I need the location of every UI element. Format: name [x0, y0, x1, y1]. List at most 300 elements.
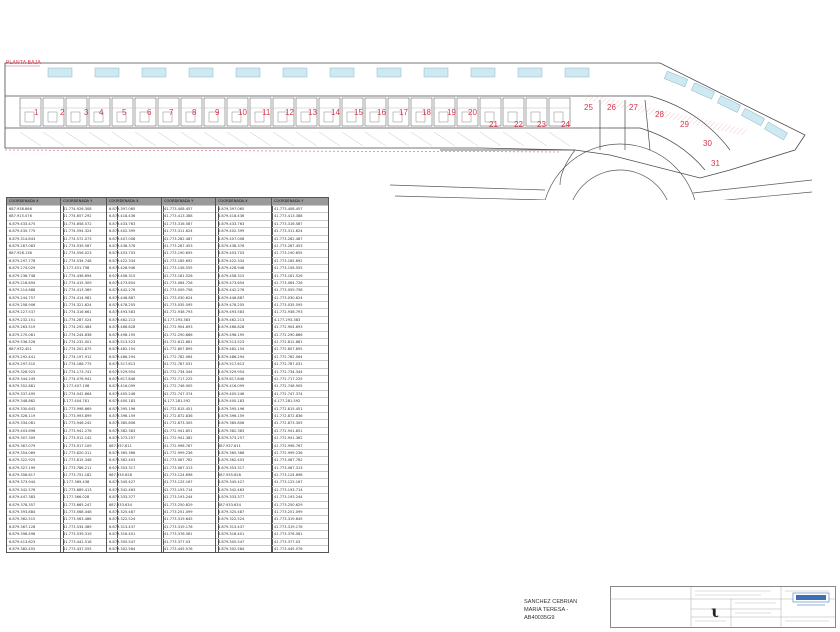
table-cell: 6.879.352.881: [7, 382, 63, 389]
table-cell: 41.774.197.912: [61, 353, 117, 360]
table-cell: 6.879.236.748: [7, 272, 63, 279]
table-cell: 41.772.734.344: [162, 368, 218, 375]
table-cell: 41.772.787.031: [162, 360, 218, 367]
unit-cell: [20, 98, 41, 146]
table-cell: 41.772.812.861: [272, 338, 328, 345]
table-cell: 41.773.319.176: [162, 523, 218, 530]
table-header: COORDENADA X: [7, 198, 63, 205]
table-cell: 41.772.746.905: [162, 382, 218, 389]
table-cell: 6.879.333.377: [216, 493, 272, 500]
table-cell: 41.772.815.451: [162, 405, 218, 412]
unit-number: 4: [99, 108, 104, 117]
table-cell: 41.773.125.167: [162, 478, 218, 485]
table-cell: 6.879.529.954: [216, 368, 272, 375]
table-cell: 41.773.408.457: [272, 205, 328, 212]
hatch-line: [733, 127, 739, 133]
table-cell: 6.879.373.944: [7, 478, 63, 485]
table-cell: 41.773.946.242: [61, 419, 117, 426]
table-cell: 6.879.466.828: [216, 323, 272, 330]
table-cell: 41.773.030.624: [162, 294, 218, 301]
table-cell: 6.879.433.763: [216, 220, 272, 227]
table-cell: 41.773.377.03: [162, 538, 218, 545]
table-cell: 6.879.402.399: [216, 227, 272, 234]
unit-cell: [342, 98, 363, 146]
table-cell: 41.772.998.767: [272, 442, 328, 449]
table-cell: 6.879.498.195: [216, 331, 272, 338]
table-cell: 41.774.572.073: [61, 235, 117, 242]
table-cell: 6.879.517.613: [216, 360, 272, 367]
table-cell: 41.772.938.793: [272, 308, 328, 315]
table-cell: 41.772.787.031: [272, 360, 328, 367]
table-cell: 6.879.446.887: [216, 294, 272, 301]
unit-number: 12: [285, 108, 294, 117]
table-cell: 41.773.445.576: [272, 545, 328, 552]
table-cell: 41.773.319.176: [272, 523, 328, 530]
table-cell: 687.938.866: [7, 205, 63, 212]
unit-cell: [457, 98, 478, 146]
table-cell: 6.879.407.008: [107, 235, 163, 242]
table-cell: 6.879.396.159: [216, 412, 272, 419]
pool: [471, 68, 495, 77]
table-cell: 41.774.415.309: [61, 279, 117, 286]
unit-number: 1: [34, 108, 39, 117]
table-cell: 6.879.478.255: [107, 301, 163, 308]
table-cell: 41.772.941.851: [162, 427, 218, 434]
table-cell: 41.772.747.374: [162, 390, 218, 397]
unit-number: 25: [584, 103, 593, 112]
table-cell: 41.773.124.698: [162, 471, 218, 478]
table-cell: 6.879.328.923: [7, 368, 63, 375]
table-cell: 41.774.232.001: [61, 338, 117, 345]
table-cell: 6.879.353.317: [216, 464, 272, 471]
table-cell: 6.879.342.576: [7, 486, 63, 493]
table-cell: 6.879.297.778: [7, 257, 63, 264]
hatch-line: [593, 96, 599, 102]
unit-cell: [319, 98, 340, 146]
table-cell: 41.773.445.576: [162, 545, 218, 552]
table-cell: 6.879.342.463: [107, 486, 163, 493]
table-cell: 6.879.398.496: [7, 530, 63, 537]
hatch-line: [741, 129, 747, 135]
company-logo: [791, 590, 831, 610]
table-cell: 6.879.367.079: [7, 442, 63, 449]
unit-number: 6: [147, 108, 152, 117]
table-cell: 41.773.251.099: [272, 508, 328, 515]
table-cell: 6.879.418.436: [216, 212, 272, 219]
table-cell: 41.772.717.225: [272, 375, 328, 382]
table-cell: 6.879.313.437: [107, 523, 163, 530]
table-cell: 6.879.416.099: [107, 382, 163, 389]
unit-number: 14: [331, 108, 340, 117]
table-cell: 6.879.447.383: [7, 493, 63, 500]
table-cell: 6.879.227.537: [7, 308, 63, 315]
table-cell: 6.879.442.276: [107, 286, 163, 293]
roundabout: [390, 144, 812, 200]
hatch-line: [725, 126, 731, 132]
unit-number: 22: [514, 120, 523, 129]
table-cell: 41.773.193.714: [272, 486, 328, 493]
table-cell: 6.879.403.696: [7, 427, 63, 434]
unit-cell: [250, 98, 271, 146]
table-cell: 41.774.556.023: [61, 249, 117, 256]
table-cell: 6.879.486.294: [216, 353, 272, 360]
signature-id: AB40035G9: [524, 615, 555, 621]
table-cell: 6.879.373.257: [107, 434, 163, 441]
unit-number: 11: [262, 108, 271, 117]
table-cell: 41.774.287.524: [61, 316, 117, 323]
coordinate-table: [271, 197, 329, 553]
hatch-line: [709, 122, 715, 128]
table-cell: 4.177.281.592: [272, 397, 328, 404]
table-cell: 41.773.413.388: [272, 212, 328, 219]
table-cell: 41.773.067.782: [272, 456, 328, 463]
table-cell: 41.773.319.645: [162, 515, 218, 522]
table-cell: 6.879.382.383: [107, 427, 163, 434]
table-cell: 41.773.030.624: [272, 294, 328, 301]
table-cell: 41.773.185.692: [272, 257, 328, 264]
table-cell: 41.773.161.526: [162, 272, 218, 279]
table-cell: 41.773.534.389: [61, 523, 117, 530]
table-cell: 6.879.337.495: [7, 390, 63, 397]
table-cell: 6.879.333.377: [107, 493, 163, 500]
table-cell: 41.773.311.624: [162, 227, 218, 234]
table-cell: 41.774.657.292: [61, 212, 117, 219]
table-cell: 41.772.904.693: [162, 323, 218, 330]
hatch-line: [729, 126, 735, 132]
table-cell: 6.879.367.128: [7, 523, 63, 530]
table-cell: 41.772.941.382: [162, 434, 218, 441]
hatch-line: [585, 94, 591, 100]
plan-title: PLANTA BAJA: [6, 60, 41, 66]
table-header: COORDENADA Y: [162, 198, 218, 205]
table-cell: 41.774.436.894: [61, 272, 117, 279]
unit-number: 26: [607, 103, 616, 112]
table-cell: 41.774.539.587: [61, 242, 117, 249]
table-cell: 41.773.689.413: [61, 486, 117, 493]
table-cell: 41.773.912.142: [61, 434, 117, 441]
table-cell: 6.879.244.757: [7, 294, 63, 301]
table-cell: 4.177.404.781: [61, 397, 117, 404]
table-cell: 41.772.998.767: [162, 442, 218, 449]
table-cell: 6.879.327.199: [7, 464, 63, 471]
table-header: COORDENADA X: [107, 198, 163, 205]
table-cell: 6.879.529.954: [107, 368, 163, 375]
table-cell: 6.879.354.069: [7, 449, 63, 456]
unit-number: 17: [399, 108, 408, 117]
table-cell: 6.879.344.249: [7, 375, 63, 382]
table-cell: 41.772.782.064: [272, 353, 328, 360]
table-cell: 6.879.397.065: [107, 205, 163, 212]
unit-number: 13: [308, 108, 317, 117]
table-cell: 6.879.395.196: [107, 405, 163, 412]
table-cell: 6.879.330.643: [7, 405, 63, 412]
table-cell: 41.772.941.382: [272, 434, 328, 441]
table-cell: 41.773.067.313: [272, 464, 328, 471]
table-cell: 41.773.791.182: [61, 471, 117, 478]
table-cell: 41.773.035.595: [272, 301, 328, 308]
table-cell: 41.773.437.555: [61, 545, 117, 552]
table-cell: 41.773.156.555: [272, 264, 328, 271]
table-cell: 41.773.941.276: [61, 427, 117, 434]
unit-cell: [66, 98, 87, 146]
pool: [236, 68, 260, 77]
unit-cells: [20, 98, 570, 146]
hatch-line: [721, 125, 727, 131]
pool: [518, 68, 542, 77]
table-cell: 6.879.405.246: [216, 390, 272, 397]
table-header: COORDENADA Y: [272, 198, 328, 205]
table-cell: 41.773.568.448: [61, 508, 117, 515]
table-cell: 41.773.408.457: [162, 205, 218, 212]
table-cell: 6.879.405.246: [107, 390, 163, 397]
pool: [142, 68, 166, 77]
table-cell: 6.879.458.315: [216, 272, 272, 279]
table-cell: 6.879.258.906: [7, 301, 63, 308]
table-cell: 6.879.486.294: [107, 353, 163, 360]
table-cell: 6.879.482.154: [107, 345, 163, 352]
table-cell: 6.879.416.099: [216, 382, 272, 389]
table-cell: 41.773.316.587: [162, 220, 218, 227]
table-cell: 6.879.413.823: [7, 538, 63, 545]
table-cell: 6.879.400.183: [216, 397, 272, 404]
table-cell: 41.772.872.836: [272, 412, 328, 419]
table-cell: 41.772.812.861: [162, 338, 218, 345]
table-cell: 41.773.190.655: [272, 249, 328, 256]
table-cell: 6.879.362.403: [216, 456, 272, 463]
hatch-line: [669, 113, 675, 119]
table-cell: 41.774.202.875: [61, 345, 117, 352]
table-cell: 6.879.345.427: [216, 478, 272, 485]
table-cell: 41.773.185.692: [162, 257, 218, 264]
table-cell: 41.772.807.895: [162, 345, 218, 352]
table-cell: 6.879.453.703: [107, 249, 163, 256]
table-cell: 6.879.493.583: [107, 308, 163, 315]
unit-cell: [158, 98, 179, 146]
table-cell: 6.879.396.159: [107, 412, 163, 419]
unit-cell: [273, 98, 294, 146]
table-cell: 687.937.611: [216, 442, 272, 449]
unit-number: 7: [169, 108, 174, 117]
architect-logo: ι: [711, 602, 719, 621]
table-cell: 41.774.316.661: [61, 308, 117, 315]
unit-number: 15: [354, 108, 363, 117]
pool: [48, 68, 72, 77]
table-cell: 4.177.366.028: [61, 493, 117, 500]
table-cell: 41.773.539.319: [61, 530, 117, 537]
table-cell: 41.773.193.244: [272, 493, 328, 500]
table-cell: 41.773.251.099: [162, 508, 218, 515]
hatch-line: [713, 123, 719, 129]
table-cell: 687.935.628: [107, 471, 163, 478]
table-cell: 6.879.478.255: [216, 301, 272, 308]
table-cell: 6.879.617.846: [216, 375, 272, 382]
unit-number: 21: [489, 120, 498, 129]
unit-cell: [411, 98, 432, 146]
table-cell: 6.879.302.584: [107, 545, 163, 552]
pool: [189, 68, 213, 77]
table-cell: 41.773.059.758: [272, 286, 328, 293]
table-cell: 41.773.035.595: [162, 301, 218, 308]
table-cell: 41.774.042.864: [61, 390, 117, 397]
table-cell: 41.774.321.624: [61, 301, 117, 308]
curved-wing-pools: [664, 71, 787, 140]
table-cell: 6.879.517.613: [107, 360, 163, 367]
unit-number: 30: [703, 139, 712, 148]
unit-cell: [204, 98, 225, 146]
table-cell: 6.879.466.828: [107, 323, 163, 330]
table-cell: 41.772.717.225: [162, 375, 218, 382]
table-cell: 41.773.376.561: [162, 530, 218, 537]
table-cell: 6.879.473.654: [216, 279, 272, 286]
pool: [330, 68, 354, 77]
table-cell: 6.879.232.151: [7, 316, 63, 323]
unit-number: 24: [561, 120, 570, 129]
table-cell: 41.773.250.629: [162, 501, 218, 508]
table-cell: 41.773.316.587: [272, 220, 328, 227]
table-cell: 41.773.124.698: [272, 471, 328, 478]
table-cell: 41.773.059.758: [162, 286, 218, 293]
unit-number: 28: [655, 110, 664, 119]
unit-cell: [227, 98, 248, 146]
table-cell: 6.879.402.399: [107, 227, 163, 234]
table-cell: 6.879.325.487: [216, 508, 272, 515]
table-cell: 6.879.362.515: [7, 515, 63, 522]
pool: [424, 68, 448, 77]
table-cell: 6.879.342.463: [216, 486, 272, 493]
pool-row: [48, 68, 589, 77]
table-cell: 6.879.438.376: [107, 242, 163, 249]
table-cell: 6.879.462.213: [216, 316, 272, 323]
table-cell: 6.879.358.617: [7, 471, 63, 478]
table-cell: 4.177.293.383: [162, 316, 218, 323]
pool: [565, 68, 589, 77]
table-cell: 41.774.926.308: [61, 205, 117, 212]
unit-number: 9: [215, 108, 220, 117]
table-cell: 41.772.782.064: [162, 353, 218, 360]
table-cell: 687.935.628: [216, 471, 272, 478]
table-cell: 6.879.362.403: [107, 456, 163, 463]
table-cell: 6.879.442.276: [216, 286, 272, 293]
table-cell: 41.772.815.451: [272, 405, 328, 412]
table-cell: 41.774.534.748: [61, 257, 117, 264]
table-cell: 41.774.658.572: [61, 220, 117, 227]
table-cell: 41.773.820.311: [61, 449, 117, 456]
table-cell: 41.773.161.526: [272, 272, 328, 279]
hatch-line: [621, 102, 627, 108]
table-cell: 6.879.433.475: [7, 220, 63, 227]
pool: [95, 68, 119, 77]
table-cell: 41.772.873.305: [272, 419, 328, 426]
table-cell: 41.774.594.324: [61, 227, 117, 234]
unit-number: 29: [680, 120, 689, 129]
table-cell: 6.879.458.315: [107, 272, 163, 279]
table-cell: 6.879.382.383: [216, 427, 272, 434]
table-header: COORDENADA X: [216, 198, 272, 205]
unit-cell: [434, 98, 455, 146]
coordinate-table: [6, 197, 64, 553]
unit-cell: [181, 98, 202, 146]
table-cell: 41.773.311.624: [272, 227, 328, 234]
table-cell: 6.879.422.334: [216, 257, 272, 264]
floor-plan: [0, 0, 840, 200]
table-cell: 6.879.418.436: [107, 212, 163, 219]
table-cell: 41.773.287.453: [272, 242, 328, 249]
table-cell: 41.772.872.836: [162, 412, 218, 419]
table-cell: 687.915.076: [7, 212, 63, 219]
hatch-line: [717, 124, 723, 130]
unit-number: 10: [238, 108, 247, 117]
table-cell: 6.879.498.195: [107, 331, 163, 338]
table-cell: 6.879.446.887: [107, 294, 163, 301]
table-cell: 6.879.345.427: [107, 478, 163, 485]
table-cell: 41.773.282.487: [162, 235, 218, 242]
curved-wing: [575, 96, 730, 170]
table-cell: 41.773.156.555: [162, 264, 218, 271]
table-cell: 41.773.064.726: [272, 279, 328, 286]
table-cell: 41.774.173.741: [61, 368, 117, 375]
table-cell: 6.879.378.357: [7, 501, 63, 508]
table-cell: 41.773.193.244: [162, 493, 218, 500]
table-cell: 6.879.305.547: [107, 538, 163, 545]
pool: [283, 68, 307, 77]
table-header: COORDENADA Y: [61, 198, 117, 205]
table-cell: 41.774.292.484: [61, 323, 117, 330]
table-cell: 6.879.385.806: [216, 419, 272, 426]
table-cell: 6.879.428.948: [107, 264, 163, 271]
table-cell: 6.879.438.376: [216, 242, 272, 249]
signature-block: [524, 598, 577, 622]
table-cell: 4.177.369.438: [61, 478, 117, 485]
table-cell: 6.879.513.523: [216, 338, 272, 345]
coordinate-table: [106, 197, 164, 553]
table-cell: 6.879.482.154: [216, 345, 272, 352]
table-cell: 41.773.064.726: [162, 279, 218, 286]
table-cell: 4.177.407.198: [61, 382, 117, 389]
coordinate-table: [161, 197, 219, 553]
table-cell: 41.772.938.793: [162, 308, 218, 315]
table-cell: 6.879.287.083: [7, 242, 63, 249]
unit-cell: [388, 98, 409, 146]
table-cell: 6.879.322.524: [216, 515, 272, 522]
table-cell: 41.774.244.836: [61, 331, 117, 338]
table-cell: 41.772.747.374: [272, 390, 328, 397]
table-cell: 6.879.435.775: [7, 227, 63, 234]
table-cell: 6.879.216.694: [7, 279, 63, 286]
table-cell: 41.773.067.782: [162, 456, 218, 463]
table-cell: 41.773.665.247: [61, 501, 117, 508]
table-cell: 6.879.302.584: [216, 545, 272, 552]
hatch-line: [737, 128, 743, 134]
table-cell: 6.879.462.213: [107, 316, 163, 323]
table-cell: 6.879.297.510: [7, 360, 63, 367]
table-cell: 6.879.382.455: [7, 545, 63, 552]
table-cell: 6.879.513.523: [107, 338, 163, 345]
table-cell: 687.928.136: [7, 249, 63, 256]
table-cell: 41.773.125.167: [272, 478, 328, 485]
table-cell: 6.879.493.583: [216, 308, 272, 315]
table-cell: 6.879.270.061: [7, 331, 63, 338]
table-cell: 6.879.453.703: [216, 249, 272, 256]
table-cell: 4.177.281.592: [162, 397, 218, 404]
table-cell: 6.879.292.441: [7, 353, 63, 360]
table-cell: 6.879.397.065: [216, 205, 272, 212]
table-cell: 6.879.316.401: [216, 530, 272, 537]
signature-name-2: MARIA TERESA -: [524, 607, 569, 613]
table-cell: 6.879.314.843: [7, 235, 63, 242]
table-cell: 6.879.348.862: [7, 397, 63, 404]
table-cell: 6.879.263.519: [7, 323, 63, 330]
table-cell: 41.772.734.344: [272, 368, 328, 375]
